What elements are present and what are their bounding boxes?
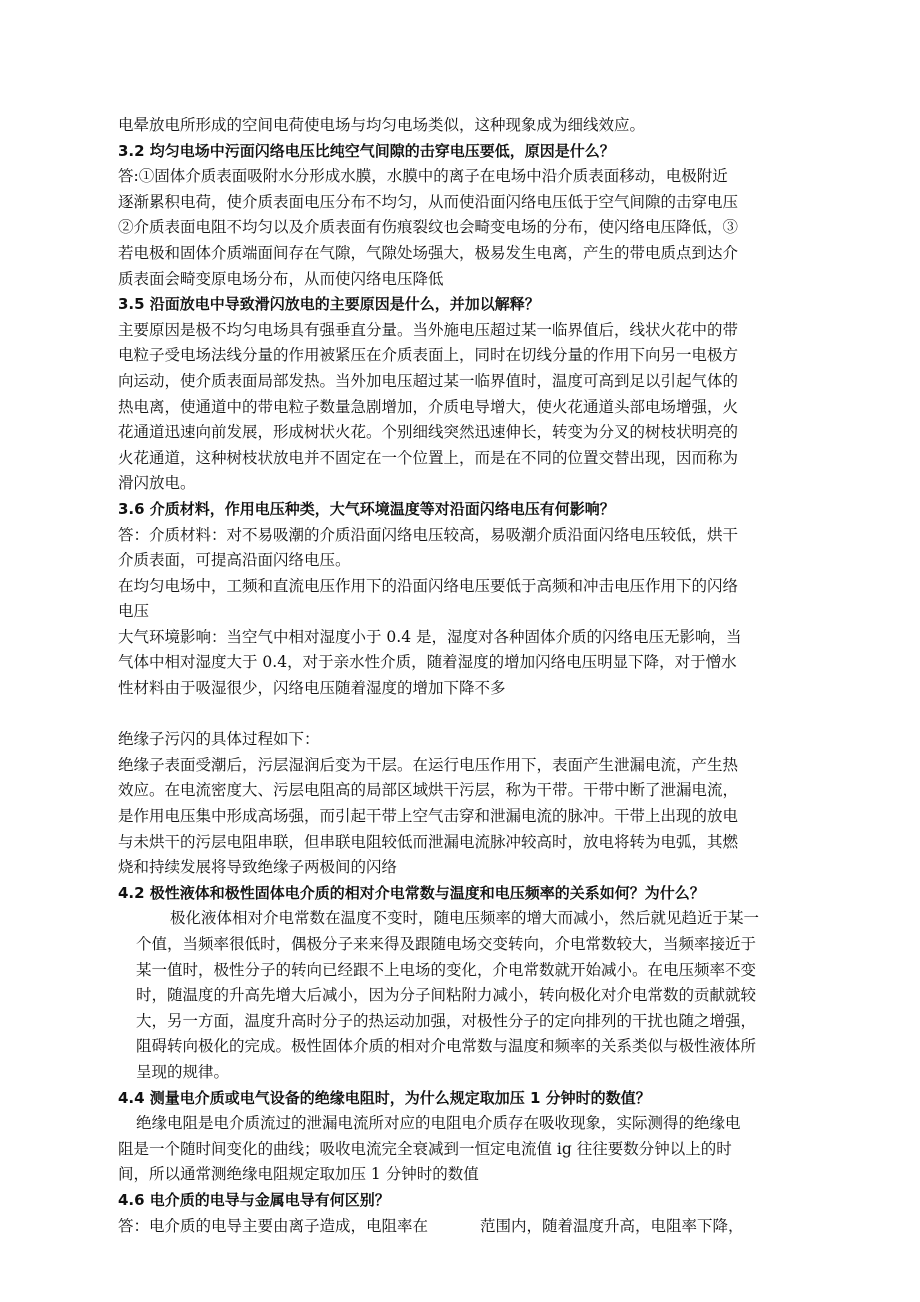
text-line: 大，另一方面，温度升高时分子的热运动加强，对极性分子的定向排列的干扰也随之增强， [136, 1011, 757, 1030]
text-line: 电晕放电所形成的空间电荷使电场与均匀电场类似，这种现象成为细线效应。 [118, 116, 646, 134]
text-line: 个值，当频率很低时，偶极分子来来得及跟随电场交变转向，介电常数较大，当频率接近于 [136, 935, 757, 953]
text-line: 烧和持续发展将导致绝缘子两极间的闪络 [118, 858, 398, 877]
question-heading: 4.4 测量电介质或电气设备的绝缘电阻时，为什么规定取加压 1 分钟时的数值？ [118, 1088, 651, 1107]
text-line [118, 1214, 810, 1240]
text-line: 逐渐累积电荷，使介质表面电压分布不均匀，从而使沿面闪络电压低于空气间隙的击穿电压 [118, 192, 739, 211]
text-line: 若电极和固体介质端面间存在气隙，气隙处场强大，极易发生电离，产生的带电质点到达介 [118, 243, 739, 262]
text-line: 电粒子受电场法线分量的作用被紧压在介质表面上，同时在切线分量的作用下向另一电极方 [118, 346, 739, 365]
question-heading: 3.6 介质材料，作用电压种类，大气环境温度等对沿面闪络电压有何影响？ [118, 499, 615, 518]
text-line: 时，随温度的升高先增大后减小，因为分子间粘附力减小，转向极化对介电常数的贡献就较 [136, 986, 757, 1005]
text-line: 电压 [118, 602, 150, 621]
text-line: 绝缘电阻是电介质流过的泄漏电流所对应的电阻电介质存在吸收现象，实际测得的绝缘电 [136, 1114, 741, 1133]
text-line: 向运动，使介质表面局部发热。当外加电压超过某一临界值时，温度可高到足以引起气体的 [118, 371, 739, 390]
text-line: 质表面会畸变原电场分布，从而使闪络电压降低 [118, 269, 444, 288]
text-line: 答：介质材料：对不易吸潮的介质沿面闪络电压较高，易吸潮介质沿面闪络电压较低，烘干 [118, 525, 739, 544]
text-line: 效应。在电流密度大、污层电阻高的局部区域烘干污层，称为干带。干带中断了泄漏电流， [118, 781, 739, 800]
question-heading: 3.5 沿面放电中导致滑闪放电的主要原因是什么，并加以解释？ [118, 295, 540, 314]
text-line: 主要原因是极不均匀电场具有强垂直分量。当外施电压超过某一临界值后，线状火花中的带 [118, 320, 739, 339]
text-line: 呈现的规律。 [136, 1062, 230, 1081]
text-line: 火花通道，这种树枝状放电并不固定在一个位置上，而是在不同的位置交替出现，因而称为 [118, 448, 739, 467]
text-line: 阻碍转向极化的完成。极性固体介质的相对介电常数与温度和频率的关系类似与极性液体所 [136, 1037, 757, 1056]
question-heading: 4.6 电介质的电导与金属电导有何区别？ [118, 1190, 390, 1209]
text-line: 是作用电压集中形成高场强，而引起干带上空气击穿和泄漏电流的脉冲。干带上出现的放电 [118, 807, 739, 826]
text-line: 某一值时，极性分子的转向已经跟不上电场的变化，介电常数就开始减小。在电压频率不变 [136, 960, 757, 979]
text-line: 绝缘子表面受潮后，污层湿润后变为干层。在运行电压作用下，表面产生泄漏电流，产生热 [118, 755, 739, 774]
text-fragment: 范围内，随着温度升高，电阻率下降， [480, 1216, 744, 1235]
text-line: ②介质表面电阻不均匀以及介质表面有伤痕裂纹也会畸变电场的分布，使闪络电压降低，③ [118, 218, 739, 237]
text-line: 答:①固体介质表面吸附水分形成水膜，水膜中的离子在电场中沿介质表面移动，电极附近 [118, 167, 728, 186]
blank-line [118, 702, 810, 728]
text-line: 花通道迅速向前发展，形成树状火花。个别细线突然迅速伸长，转变为分叉的树枝状明亮的 [118, 423, 739, 442]
text-line: 气体中相对湿度大于 0.4，对于亲水性介质，随着湿度的增加闪络电压明显下降，对于憎水 [118, 653, 737, 672]
document-page [118, 113, 810, 1239]
text-line: 极化液体相对介电常数在温度不变时，随电压频率的增大而减小，然后就见趋近于某一 [170, 909, 760, 928]
text-line: 间，所以通常测绝缘电阻规定取加压 1 分钟时的数值 [118, 1165, 479, 1184]
text-line: 大气环境影响：当空气中相对湿度小于 0.4 是，湿度对各种固体介质的闪络电压无影响，当 [118, 627, 742, 646]
text-line: 介质表面，可提高沿面闪络电压。 [118, 551, 351, 570]
question-heading: 3.2 均匀电场中污面闪络电压比纯空气间隙的击穿电压要低，原因是什么？ [118, 141, 615, 160]
text-line: 绝缘子污闪的具体过程如下： [118, 730, 320, 749]
text-line: 滑闪放电。 [118, 474, 196, 493]
text-line: 性材料由于吸湿很少，闪络电压随着湿度的增加下降不多 [118, 679, 506, 698]
text-line: 与未烘干的污层电阻串联，但串联电阻较低而泄漏电流脉冲较高时，放电将转为电弧，其燃 [118, 832, 739, 851]
text-line: 阻是一个随时间变化的曲线；吸收电流完全衰减到一恒定电流值 ig 往往要数分钟以上的时 [118, 1139, 732, 1158]
question-heading: 4.2 极性液体和极性固体电介质的相对介电常数与温度和电压频率的关系如何？为什么？ [118, 883, 705, 902]
text-line: 热电离，使通道中的带电粒子数量急剧增加，介质电导增大，使火花通道头部电场增强，火 [118, 397, 739, 416]
text-fragment: 答：电介质的电导主要由离子造成，电阻率在 [118, 1216, 429, 1235]
text-line: 在均匀电场中，工频和直流电压作用下的沿面闪络电压要低于高频和冲击电压作用下的闪络 [118, 576, 739, 595]
